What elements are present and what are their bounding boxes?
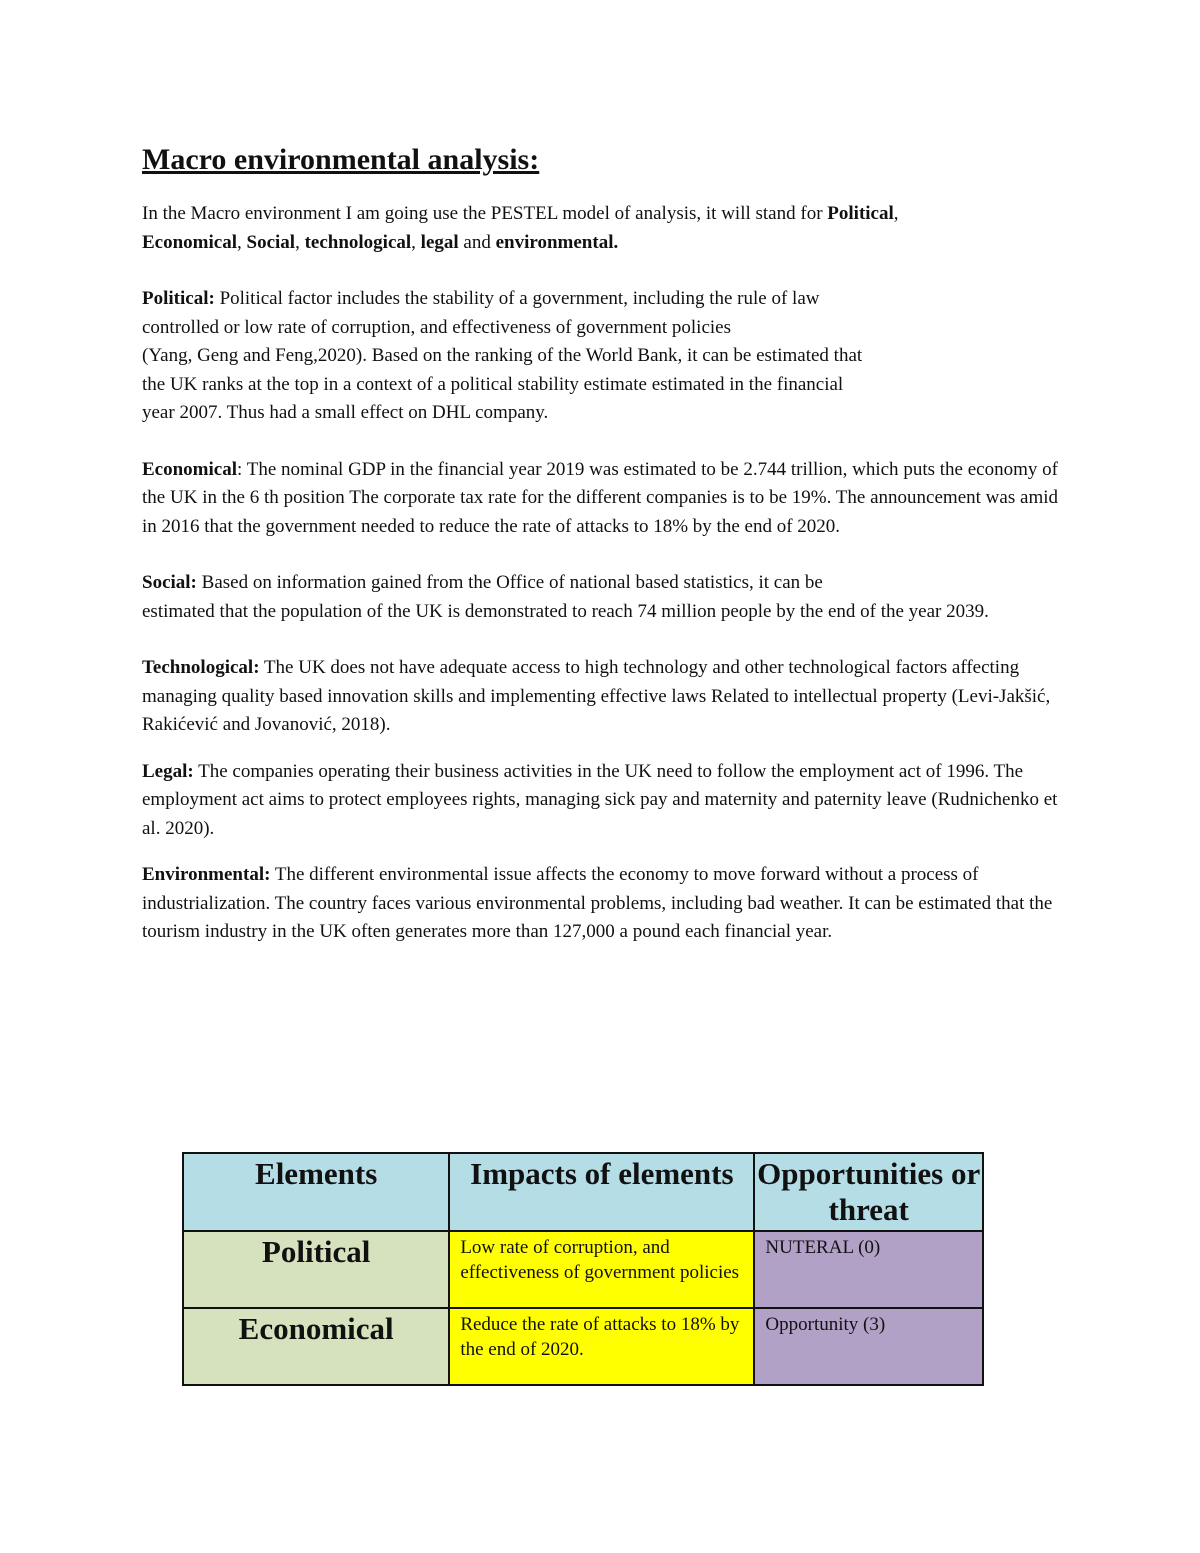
document-page	[142, 140, 1058, 947]
table-row	[183, 1231, 983, 1308]
document-title: Macro environmental analysis:	[142, 143, 540, 176]
table-header-row	[183, 1153, 983, 1231]
header-opportunities: Opportunities or threat	[754, 1153, 983, 1231]
opportunity-cell: NUTERAL (0)	[754, 1231, 983, 1308]
header-elements: Elements	[183, 1153, 449, 1231]
economical-paragraph: Economical: The nominal GDP in the financial year 2019 was estimated to be 2.744 trillion, which puts the economy of the UK in the 6 th position The corporate tax rate for the different companies is to be 19%. The announcement was amid in 2016 that the government needed to reduce the rate of attacks to 18% by the end of 2020.	[142, 458, 1058, 537]
pestel-table	[182, 1152, 984, 1386]
technological-paragraph: Technological: The UK does not have adequate access to high technology and other technological factors affecting managing quality based innovation skills and implementing effective laws Related to intellectual property (Levi-Jakšić, Rakićević and Jovanović, 2018).	[142, 657, 1051, 735]
header-impacts: Impacts of elements	[449, 1153, 754, 1231]
opportunity-cell: Opportunity (3)	[754, 1308, 983, 1385]
environmental-paragraph: Environmental: The different environmental issue affects the economy to move forward without a process of industrialization. The country faces various environmental problems, including bad weather. It can be estimated that the tourism industry in the UK often generates more than 127,000 a pound each financial year.	[142, 864, 1053, 942]
element-cell: Political	[183, 1231, 449, 1308]
legal-paragraph: Legal: The companies operating their business activities in the UK need to follow the employment act of 1996. The employment act aims to protect employees rights, managing sick pay and maternity and paternity leave (Rudnichenko et al. 2020).	[142, 760, 1058, 839]
intro-paragraph: In the Macro environment I am going use the PESTEL model of analysis, it will stand for Political, Economical, Social, technological, legal and environmental.	[142, 203, 899, 253]
table-row	[183, 1308, 983, 1385]
impact-cell: Reduce the rate of attacks to 18% by the end of 2020.	[449, 1308, 754, 1385]
social-paragraph: Social: Based on information gained from the Office of national based statistics, it can be estimated that the population of the UK is demonstrated to reach 74 million people by the end of the year 2039.	[142, 572, 989, 622]
political-paragraph: Political: Political factor includes the stability of a government, including the rule of law controlled or low rate of corruption, and effectiveness of government policies (Yang, Geng and Feng,2020). Based on the ranking of the World Bank, it can be estimated that the UK ranks at the top in a context of a political stability estimate estimated in the financial year 2007. Thus had a small effect on DHL company.	[142, 288, 863, 423]
element-cell: Economical	[183, 1308, 449, 1385]
impact-cell: Low rate of corruption, and effectiveness of government policies	[449, 1231, 754, 1308]
